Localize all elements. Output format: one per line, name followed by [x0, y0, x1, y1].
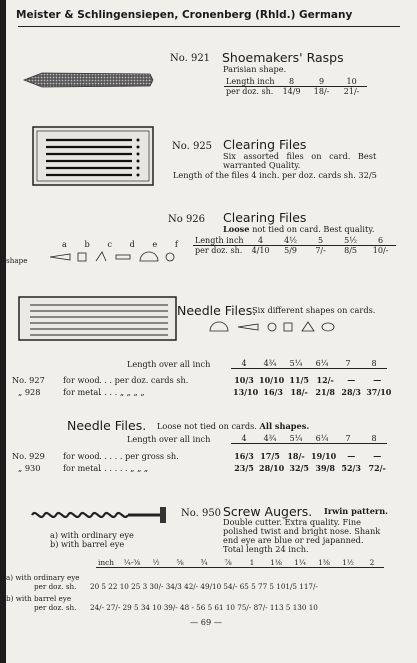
augers-size: 1⅛ [264, 558, 288, 568]
page-header: Meister & Schlingensiepen, Cronenberg (Rhld.) Germany [16, 9, 353, 21]
needle927-wood-label: for wood [63, 375, 100, 385]
clearing926-length: 4½ [276, 236, 306, 246]
clearing926-price: 7/- [315, 246, 326, 255]
needle927-price: — [373, 375, 382, 385]
augers-size: ¾ [192, 558, 216, 568]
needle927-length: 5¼ [283, 359, 309, 369]
needle929-title: Needle Files. [67, 418, 147, 433]
clearing926-price: 4/10 [251, 246, 270, 255]
rasps-title: Shoemakers' Rasps [222, 50, 344, 65]
augers-size: 2 [360, 558, 384, 568]
needle928-price: 13/10 [233, 387, 259, 397]
needle927-length: 6¼ [309, 359, 335, 369]
item-number-921: No. 921 [170, 53, 211, 64]
needle927-price: — [347, 375, 356, 385]
needle930-price: 52/3 [341, 463, 361, 473]
rasps-price: 14/9 [282, 87, 301, 96]
augers-title: Screw Augers. [223, 504, 313, 519]
needle929-price: 18/- [287, 451, 305, 461]
needle928-row-metal [231, 387, 393, 397]
needle929-subtitle: Loose not tied on cards. All shapes. [157, 421, 310, 431]
needle-file-card-illustration [18, 296, 178, 342]
item-number-925: No. 925 [172, 141, 213, 152]
needle929-row-wood [231, 451, 390, 461]
needle927-length: 4 [231, 359, 257, 369]
needle929-length: 6¼ [309, 434, 335, 444]
needle927-price-label: . . . per doz. cards sh. [99, 375, 189, 385]
needle929-length: 7 [335, 434, 361, 444]
augers-size: ⅞ [216, 558, 240, 568]
item-number-929: No. 929 [12, 451, 45, 461]
needle-shapes-icons [208, 320, 348, 334]
needle-files-subtitle: Six different shapes on cards. [252, 305, 376, 315]
augers-option-b: b) with barrel eye [50, 539, 125, 549]
clearing926-length: 4 [246, 236, 276, 246]
rasps-price: 21/- [343, 87, 360, 96]
augers-row-b-unit: per doz. sh. [34, 603, 77, 612]
needle928-price: 28/3 [341, 387, 361, 397]
header-rule [18, 26, 400, 27]
needle929-price: 17/5 [260, 451, 280, 461]
file-shapes-icons [48, 250, 188, 264]
augers-size: 1 [240, 558, 264, 568]
needle927-length: 8 [361, 359, 387, 369]
augers-row-b-label: b) with barrel eye [6, 594, 72, 603]
rasps-length-label: Length inch [226, 77, 275, 86]
rasps-price-label: per doz. sh. [226, 87, 274, 96]
needle930-row-metal [231, 463, 390, 473]
auger-illustration [30, 504, 174, 526]
page-number: — 69 — [190, 617, 222, 627]
augers-row-b-prices: 24/- 27/- 29 5 34 10 39/- 48 - 56 5 61 10 75/- 87/- 113 5 130 10 [90, 603, 318, 612]
needle929-length: 5¼ [283, 434, 309, 444]
needle930-price: 32/5 [289, 463, 309, 473]
needle930-price: 28/10 [259, 463, 285, 473]
item-number-930: „ 930 [18, 463, 41, 473]
needle928-price: 21/8 [315, 387, 335, 397]
clearing926-title: Clearing Files [223, 210, 307, 225]
augers-row-a-unit: per doz. sh. [34, 582, 77, 591]
shape-letters: a b c d e f [62, 239, 178, 249]
augers-row-a-label: a) with ordinary eye [6, 573, 80, 582]
needle929-length: 4¾ [257, 434, 283, 444]
needle928-price: 37/10 [366, 387, 392, 397]
clearing926-price: 10/- [372, 246, 389, 255]
catalog-page [6, 0, 417, 663]
needle928-price: 18/- [290, 387, 308, 397]
clearing925-desc: Length of the files 4 inch. per doz. cards sh. 32/5 [173, 170, 377, 180]
clearing926-length: 6 [366, 236, 396, 246]
needle930-price: 39/8 [315, 463, 335, 473]
needle927-row-wood [231, 375, 390, 385]
needle929-price-label: . . . . . per gross sh. [99, 451, 179, 461]
file-card-illustration [32, 126, 156, 186]
needle929-length-label: Length over all inch [127, 434, 211, 444]
rasps-price: 18/- [313, 87, 330, 96]
needle928-price: 16/3 [263, 387, 283, 397]
augers-inch-header [96, 558, 384, 568]
needle927-length-label: Length over all inch [127, 359, 211, 369]
needle927-price: 10/3 [234, 375, 254, 385]
needle927-length: 7 [335, 359, 361, 369]
clearing926-price: 8/5 [344, 246, 358, 255]
augers-size: ½ [144, 558, 168, 568]
augers-size: 1½ [336, 558, 360, 568]
augers-size: ¼-⅜ [120, 558, 144, 568]
clearing926-length-label: Length inch [195, 236, 244, 245]
item-number-926: No 926 [168, 214, 206, 225]
augers-size: ⅝ [168, 558, 192, 568]
clearing926-length: 5½ [336, 236, 366, 246]
needle928-price-label: . . . . „ „ „ „ [99, 387, 145, 397]
rasps-subtitle: Parisian shape. [223, 64, 287, 74]
needle929-price: 19/10 [311, 451, 337, 461]
augers-option-a: a) with ordinary eye [50, 530, 134, 540]
needle929-length: 4 [231, 434, 257, 444]
needle927-length: 4¾ [257, 359, 283, 369]
item-number-927: No. 927 [12, 375, 45, 385]
item-number-950: No. 950 [181, 508, 222, 519]
needle929-price: — [373, 451, 382, 461]
needle929-length-header [231, 434, 387, 444]
needle930-price: 23/5 [234, 463, 254, 473]
clearing925-desc: warranted Quality. [223, 160, 301, 170]
augers-size: 1⅜ [312, 558, 336, 568]
clearing926-price: 5/9 [284, 246, 298, 255]
needle927-price: 12/- [316, 375, 334, 385]
needle-files-title: Needle Files. [177, 303, 257, 318]
rasps-length: 10 [337, 77, 367, 87]
clearing925-desc: Six assorted files on card. Best [223, 151, 377, 161]
rasps-price-table [224, 77, 367, 96]
needle929-wood-label: for wood [63, 451, 100, 461]
rasps-length: 8 [277, 77, 307, 87]
needle930-metal-label: for metal [63, 463, 101, 473]
augers-inch-label: inch [96, 558, 120, 568]
clearing926-price-label: per doz. sh. [195, 246, 243, 255]
needle929-length: 8 [361, 434, 387, 444]
augers-pattern: Irwin pattern. [324, 506, 389, 516]
rasps-length: 9 [307, 77, 337, 87]
needle929-price: 16/3 [234, 451, 254, 461]
needle928-metal-label: for metal [63, 387, 101, 397]
augers-size: 1¼ [288, 558, 312, 568]
needle927-length-header [231, 359, 387, 369]
augers-desc: end eye are blue or red japanned. [223, 535, 364, 545]
shape-label: shape [6, 256, 28, 265]
clearing926-price-table [193, 236, 396, 255]
item-number-928: „ 928 [18, 387, 41, 397]
augers-row-a-prices: 20 5 22 10 25 3 30/- 34/3 42/- 49/10 54/- 65 5 77 5 101/5 117/- [90, 582, 318, 591]
needle927-price: 11/5 [289, 375, 309, 385]
clearing926-length: 5 [306, 236, 336, 246]
clearing926-subtitle: Loose not tied on card. Best quality. [223, 224, 375, 234]
clearing925-title: Clearing Files [223, 137, 307, 152]
augers-desc: Double cutter. Extra quality. Fine [223, 517, 361, 527]
rasp-illustration [22, 70, 154, 90]
needle929-price: — [347, 451, 356, 461]
needle930-price: 72/- [368, 463, 386, 473]
augers-desc: Total length 24 inch. [223, 544, 309, 554]
augers-desc: polished twist and bright nose. Shank [223, 526, 381, 536]
needle930-price-label: . . . . . . „ „ „ [99, 463, 149, 473]
needle927-price: 10/10 [259, 375, 285, 385]
